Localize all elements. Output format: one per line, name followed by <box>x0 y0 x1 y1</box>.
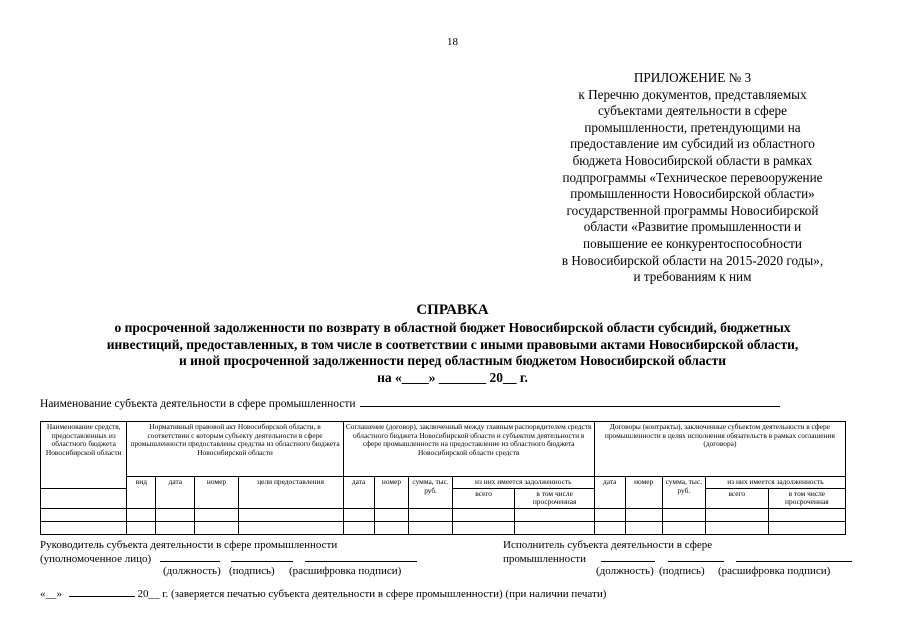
appendix-line: подпрограммы «Техническое перевооружение <box>562 169 823 185</box>
appendix-line: промышленности, претендующими на <box>584 119 801 135</box>
appendix-line: промышленности Новосибирской области» <box>570 186 815 202</box>
head-caption-signature: (подпись) <box>229 565 275 577</box>
header-act-type: вид <box>127 477 156 509</box>
date-year: 20__ <box>137 588 160 600</box>
appendix-line: государственной программы Новосибирской <box>566 202 819 218</box>
appendix-line: в Новосибирской области на 2015-2020 годы», <box>561 252 824 268</box>
header-agreement: Соглашение (договор), заключенный между главным распорядителем средств областного бюджета Новосибирской области и субъектом деятельности в сфере промышленности на предоставление из областного бюджета Новосибирской области средств <box>343 422 594 477</box>
appendix-line: субъектами деятельности в сфере <box>597 103 788 119</box>
appendix-line: к Перечню документов, представляемых <box>578 86 807 102</box>
executor-title-line1: Исполнитель субъекта деятельности в сфере <box>503 539 713 551</box>
subject-fill-line <box>360 396 780 407</box>
appendix-line: предоставление им субсидий из областного <box>570 136 815 152</box>
title-heading: СПРАВКА <box>416 302 489 318</box>
title-line: инвестиций, предоставленных, в том числе в соответствии с иными правовыми актами Новосибирской области, <box>106 336 799 352</box>
title-line: о просроченной задолженности по возврату в областной бюджет Новосибирской области субсидий, бюджетных <box>114 320 791 335</box>
header-contract-number: номер <box>625 477 662 509</box>
header-contract-amount: сумма, тыс. руб. <box>662 477 705 509</box>
date-note: г. (заверяется печатью субъекта деятельности в сфере промышленности) (при наличии печати) <box>162 588 607 600</box>
header-legal-act: Нормативный правовой акт Новосибирской области, в соответствии с которым субъекту деятельности в сфере промышленности предоставлены средства из областного бюджета Новосибирской области <box>127 422 343 477</box>
executor-title-line2: промышленности <box>503 552 852 566</box>
appendix-heading: ПРИЛОЖЕНИЕ № 3 <box>633 70 752 85</box>
table-row <box>41 521 846 534</box>
date-stamp-line <box>40 587 606 601</box>
header-act-purpose: цели предоставления <box>238 477 343 509</box>
header-contract-date: дата <box>594 477 625 509</box>
executor-signature-block <box>503 539 852 566</box>
document-title <box>0 301 905 386</box>
appendix-line: бюджета Новосибирской области в рамках <box>572 152 813 168</box>
title-date: на «____» _______ 20__ г. <box>377 369 528 385</box>
executor-signature-line <box>668 552 724 562</box>
head-caption-decoding: (расшифровка подписи) <box>289 565 402 577</box>
header-agreement-debt-overdue: в том числе просроченная <box>515 488 594 508</box>
debt-table <box>40 421 846 535</box>
head-caption-position: (должность) <box>163 565 221 577</box>
header-contract-debt-overdue: в том числе просроченная <box>768 488 845 508</box>
header-agreement-debt: из них имеется задолженность <box>452 477 594 489</box>
header-contract-debt-total: всего <box>705 488 768 508</box>
title-line: и иной просроченной задолженности перед областным бюджетом Новосибирской области <box>178 353 727 369</box>
head-title-line1: Руководитель субъекта деятельности в сфере промышленности <box>40 539 338 551</box>
subject-name-row <box>40 396 780 410</box>
subject-label: Наименование субъекта деятельности в сфере промышленности <box>40 398 356 410</box>
executor-position-line <box>601 552 655 562</box>
head-position-line <box>160 552 220 562</box>
appendix-block <box>520 70 865 286</box>
executor-caption-position: (должность) <box>596 565 654 577</box>
header-act-number: номер <box>195 477 238 509</box>
date-month-line <box>69 587 135 597</box>
header-contract-debt: из них имеется задолженность <box>705 477 845 489</box>
header-agreement-date: дата <box>343 477 374 509</box>
appendix-line: области «Развитие промышленности и <box>583 219 802 235</box>
executor-caption-decoding: (расшифровка подписи) <box>718 565 831 577</box>
header-agreement-number: номер <box>374 477 409 509</box>
appendix-line: повышение ее конкурентоспособности <box>583 235 802 251</box>
head-signature-block <box>40 539 417 566</box>
appendix-line: и требованиям к ним <box>633 269 752 285</box>
head-decoding-line <box>305 552 417 562</box>
table-row <box>41 508 846 521</box>
header-agreement-debt-total: всего <box>452 488 515 508</box>
head-signature-line <box>231 552 293 562</box>
header-act-date: дата <box>156 477 195 509</box>
header-funds-name: Наименование средств, предоставленных из областного бюджета Новосибирской области <box>41 422 127 489</box>
date-day: «__» <box>40 588 62 600</box>
executor-caption-signature: (подпись) <box>659 565 705 577</box>
page-number: 18 <box>447 36 458 48</box>
executor-decoding-line <box>736 552 852 562</box>
header-contracts: Договоры (контракты), заключенные субъектом деятельности в сфере промышленности в целях исполнения обязательств в рамках соглашения (договора) <box>594 422 845 477</box>
header-funds-cont <box>41 488 127 508</box>
header-agreement-amount: сумма, тыс. руб. <box>409 477 452 509</box>
head-title-line2: (уполномоченное лицо) <box>40 552 417 566</box>
